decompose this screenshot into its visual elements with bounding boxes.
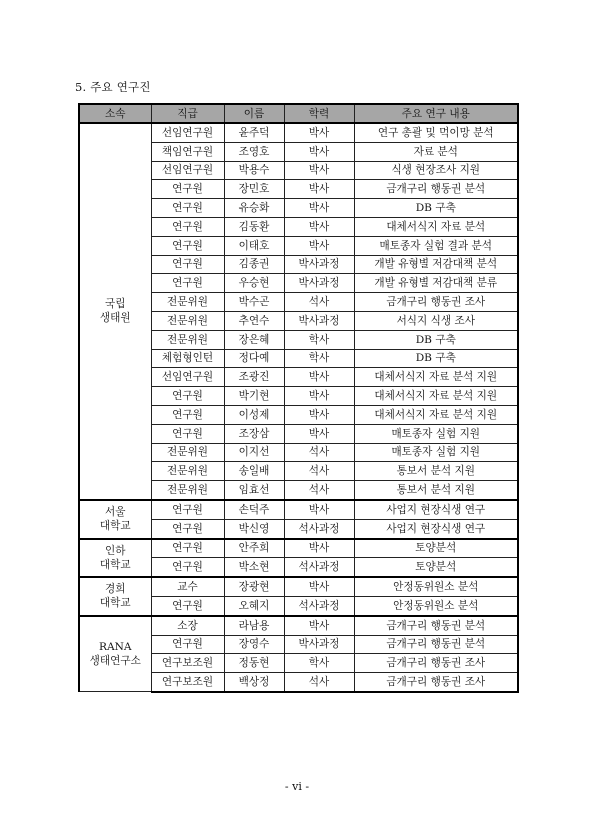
position-cell: 연구원: [151, 387, 224, 406]
name-cell: 정동현: [224, 654, 284, 673]
task-cell: 사업지 현장식생 연구: [354, 519, 518, 538]
position-cell: 연구원: [151, 424, 224, 443]
affiliation-cell: 경희 대학교: [79, 577, 151, 616]
name-cell: 박신영: [224, 519, 284, 538]
position-cell: 선임연구원: [151, 123, 224, 142]
degree-cell: 박사: [284, 142, 354, 161]
name-cell: 오혜지: [224, 596, 284, 615]
name-cell: 이지선: [224, 443, 284, 462]
task-cell: 매토종자 실험 지원: [354, 443, 518, 462]
name-cell: 조광진: [224, 368, 284, 387]
header-position: 직급: [151, 104, 224, 123]
header-degree: 학력: [284, 104, 354, 123]
task-cell: 대체서식지 자료 분석 지원: [354, 368, 518, 387]
degree-cell: 박사: [284, 405, 354, 424]
degree-cell: 박사과정: [284, 255, 354, 274]
position-cell: 전문위원: [151, 443, 224, 462]
table-body: [79, 123, 518, 692]
name-cell: 윤주덕: [224, 123, 284, 142]
degree-cell: 박사: [284, 199, 354, 218]
task-cell: 안정동위원소 분석: [354, 596, 518, 615]
degree-cell: 학사: [284, 330, 354, 349]
name-cell: 유승화: [224, 199, 284, 218]
affiliation-cell: RANA 생태연구소: [79, 616, 151, 692]
position-cell: 연구원: [151, 558, 224, 577]
position-cell: 전문위원: [151, 293, 224, 312]
name-cell: 임효선: [224, 481, 284, 500]
position-cell: 연구원: [151, 519, 224, 538]
position-cell: 연구원: [151, 180, 224, 199]
task-cell: 대체서식지 자료 분석: [354, 217, 518, 236]
position-cell: 연구보조원: [151, 654, 224, 673]
degree-cell: 석사: [284, 673, 354, 692]
degree-cell: 박사: [284, 387, 354, 406]
task-cell: 토양분석: [354, 539, 518, 558]
task-cell: 매토종자 실험 지원: [354, 424, 518, 443]
task-cell: 금개구리 행동권 조사: [354, 673, 518, 692]
task-cell: 서식지 식생 조사: [354, 311, 518, 330]
name-cell: 박용수: [224, 161, 284, 180]
degree-cell: 석사: [284, 462, 354, 481]
name-cell: 김동환: [224, 217, 284, 236]
degree-cell: 박사: [284, 424, 354, 443]
name-cell: 장영수: [224, 635, 284, 654]
degree-cell: 석사: [284, 293, 354, 312]
degree-cell: 석사과정: [284, 596, 354, 615]
table-row: [79, 577, 518, 596]
position-cell: 전문위원: [151, 462, 224, 481]
degree-cell: 박사과정: [284, 635, 354, 654]
name-cell: 조장삼: [224, 424, 284, 443]
header-affiliation: 소속: [79, 104, 151, 123]
task-cell: DB 구축: [354, 349, 518, 368]
task-cell: 금개구리 행동권 분석: [354, 616, 518, 635]
degree-cell: 박사: [284, 616, 354, 635]
task-cell: 연구 총괄 및 먹이망 분석: [354, 123, 518, 142]
degree-cell: 박사: [284, 217, 354, 236]
degree-cell: 학사: [284, 654, 354, 673]
task-cell: 대체서식지 자료 분석 지원: [354, 405, 518, 424]
position-cell: 교수: [151, 577, 224, 596]
position-cell: 연구원: [151, 236, 224, 255]
task-cell: 자료 분석: [354, 142, 518, 161]
degree-cell: 석사과정: [284, 558, 354, 577]
name-cell: 손덕주: [224, 500, 284, 519]
name-cell: 백상정: [224, 673, 284, 692]
degree-cell: 박사: [284, 180, 354, 199]
task-cell: 금개구리 행동권 조사: [354, 293, 518, 312]
task-cell: 사업지 현장식생 연구: [354, 500, 518, 519]
name-cell: 추연수: [224, 311, 284, 330]
position-cell: 연구원: [151, 500, 224, 519]
name-cell: 안주희: [224, 539, 284, 558]
table-header-row: [79, 104, 518, 123]
degree-cell: 석사: [284, 443, 354, 462]
task-cell: 안정동위원소 분석: [354, 577, 518, 596]
name-cell: 장광현: [224, 577, 284, 596]
degree-cell: 박사: [284, 500, 354, 519]
research-staff-table: [78, 103, 519, 693]
name-cell: 장은혜: [224, 330, 284, 349]
position-cell: 선임연구원: [151, 368, 224, 387]
name-cell: 장민호: [224, 180, 284, 199]
table-row: [79, 500, 518, 519]
position-cell: 소장: [151, 616, 224, 635]
position-cell: 전문위원: [151, 481, 224, 500]
task-cell: 개발 유형별 저감대책 분류: [354, 274, 518, 293]
position-cell: 연구원: [151, 635, 224, 654]
degree-cell: 학사: [284, 349, 354, 368]
position-cell: 연구원: [151, 539, 224, 558]
position-cell: 연구원: [151, 217, 224, 236]
task-cell: 금개구리 행동권 분석: [354, 180, 518, 199]
name-cell: 우승현: [224, 274, 284, 293]
position-cell: 체험형인턴: [151, 349, 224, 368]
position-cell: 연구원: [151, 199, 224, 218]
position-cell: 연구보조원: [151, 673, 224, 692]
name-cell: 라남용: [224, 616, 284, 635]
name-cell: 김종권: [224, 255, 284, 274]
degree-cell: 박사: [284, 577, 354, 596]
page-number: - vi -: [284, 780, 310, 793]
degree-cell: 석사: [284, 481, 354, 500]
name-cell: 박소현: [224, 558, 284, 577]
task-cell: 대체서식지 자료 분석 지원: [354, 387, 518, 406]
degree-cell: 박사: [284, 539, 354, 558]
position-cell: 연구원: [151, 596, 224, 615]
task-cell: 통보서 분석 지원: [354, 481, 518, 500]
degree-cell: 박사: [284, 368, 354, 387]
name-cell: 송일배: [224, 462, 284, 481]
header-research-content: 주요 연구 내용: [354, 104, 518, 123]
header-name: 이름: [224, 104, 284, 123]
task-cell: 금개구리 행동권 조사: [354, 654, 518, 673]
position-cell: 책임연구원: [151, 142, 224, 161]
task-cell: 금개구리 행동권 분석: [354, 635, 518, 654]
name-cell: 박기현: [224, 387, 284, 406]
table-row: [79, 123, 518, 142]
degree-cell: 박사: [284, 236, 354, 255]
affiliation-cell: 국립 생태원: [79, 123, 151, 500]
task-cell: DB 구축: [354, 330, 518, 349]
degree-cell: 박사: [284, 123, 354, 142]
degree-cell: 박사과정: [284, 311, 354, 330]
affiliation-cell: 서울 대학교: [79, 500, 151, 539]
affiliation-cell: 인하 대학교: [79, 539, 151, 578]
table-row: [79, 539, 518, 558]
name-cell: 이성제: [224, 405, 284, 424]
task-cell: DB 구축: [354, 199, 518, 218]
degree-cell: 박사과정: [284, 274, 354, 293]
position-cell: 연구원: [151, 274, 224, 293]
task-cell: 통보서 분석 지원: [354, 462, 518, 481]
position-cell: 전문위원: [151, 311, 224, 330]
position-cell: 연구원: [151, 405, 224, 424]
name-cell: 박수곤: [224, 293, 284, 312]
task-cell: 식생 현장조사 지원: [354, 161, 518, 180]
degree-cell: 석사과정: [284, 519, 354, 538]
position-cell: 연구원: [151, 255, 224, 274]
name-cell: 정다예: [224, 349, 284, 368]
name-cell: 이태호: [224, 236, 284, 255]
task-cell: 매토종자 실험 결과 분석: [354, 236, 518, 255]
degree-cell: 박사: [284, 161, 354, 180]
table-row: [79, 616, 518, 635]
position-cell: 선임연구원: [151, 161, 224, 180]
name-cell: 조영호: [224, 142, 284, 161]
section-title: 5. 주요 연구진: [75, 80, 151, 94]
task-cell: 개발 유형별 저감대책 분석: [354, 255, 518, 274]
task-cell: 토양분석: [354, 558, 518, 577]
position-cell: 전문위원: [151, 330, 224, 349]
